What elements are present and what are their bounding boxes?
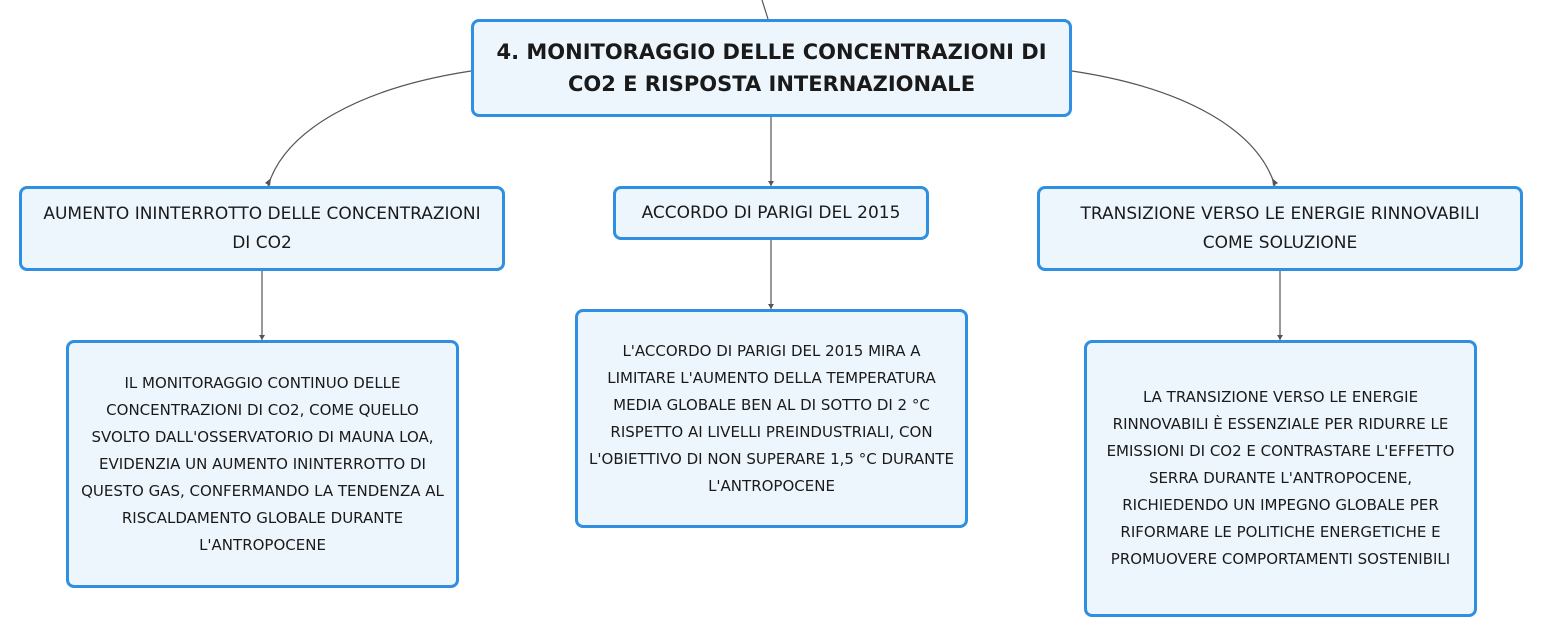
detail-text-renewable-transition: LA TRANSIZIONE VERSO LE ENERGIE RINNOVABILI È ESSENZIALE PER RIDURRE LE EMISSIONI DI CO2 E CONTRASTARE L'EFFETTO SERRA DURANTE L'ANTROPOCENE, RICHIEDENDO UN IMPEGNO GLOBALE PER RIFORMARE LE POLITICHE ENERGETICHE E PROMUOVERE COMPORTAMENTI SOSTENIBILI: [1106, 388, 1455, 568]
root-topic-label: 4. MONITORAGGIO DELLE CONCENTRAZIONI DI CO2 E RISPOSTA INTERNAZIONALE: [496, 40, 1047, 96]
root-topic-node[interactable]: [471, 19, 1072, 117]
detail-text-co2-increase: IL MONITORAGGIO CONTINUO DELLE CONCENTRAZIONI DI CO2, COME QUELLO SVOLTO DALL'OSSERVATORIO DI MAUNA LOA, EVIDENZIA UN AUMENTO ININTERROTTO DI QUESTO GAS, CONFERMANDO LA TENDENZA AL RISCALDAMENTO GLOBALE DURANTE L'ANTROPOCENE: [81, 373, 444, 554]
detail-text-paris-agreement: L'ACCORDO DI PARIGI DEL 2015 MIRA A LIMITARE L'AUMENTO DELLA TEMPERATURA MEDIA GLOBALE BEN AL DI SOTTO DI 2 °C RISPETTO AI LIVELLI PREINDUSTRIALI, CON L'OBIETTIVO DI NON SUPERARE 1,5 °C DURANTE L'ANTROPOCENE: [589, 341, 954, 495]
branch-label-co2-increase: AUMENTO ININTERROTTO DELLE CONCENTRAZIONI DI CO2: [43, 203, 481, 253]
connector-root-to-branch-3: [1072, 71, 1275, 186]
branch-node-paris-agreement[interactable]: [613, 186, 929, 240]
branch-label-paris-agreement: ACCORDO DI PARIGI DEL 2015: [641, 202, 901, 223]
connector-incoming: [762, 0, 768, 19]
connector-root-to-branch-1: [268, 71, 471, 186]
detail-node-paris-agreement[interactable]: [575, 309, 968, 528]
detail-node-renewable-transition[interactable]: [1084, 340, 1477, 617]
branch-label-renewable-transition: TRANSIZIONE VERSO LE ENERGIE RINNOVABILI COME SOLUZIONE: [1080, 203, 1480, 253]
branch-node-renewable-transition[interactable]: [1037, 186, 1523, 271]
branch-node-co2-increase[interactable]: [19, 186, 505, 271]
detail-node-co2-increase[interactable]: [66, 340, 459, 588]
